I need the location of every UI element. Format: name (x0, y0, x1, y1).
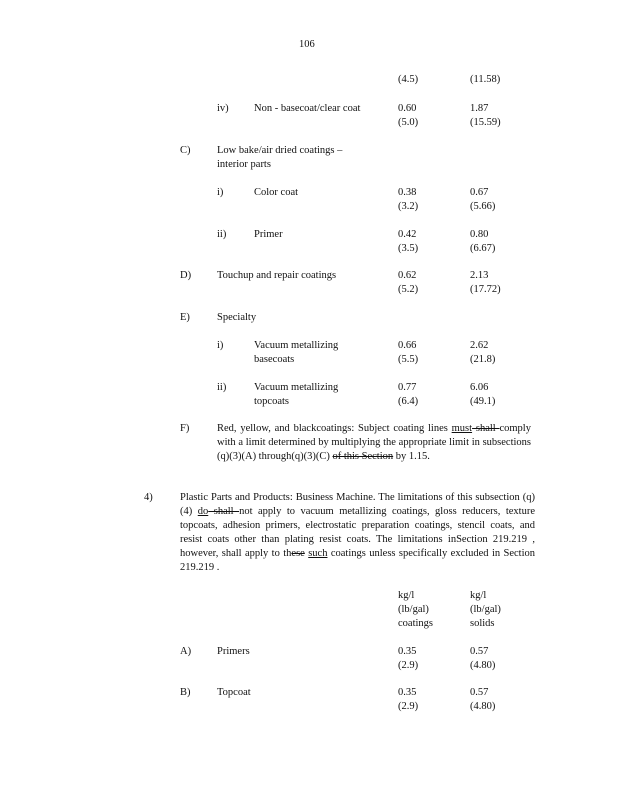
section-label: interior parts (217, 159, 271, 170)
page-number: 106 (299, 39, 315, 50)
value-cell: 6.06 (470, 382, 489, 393)
item-number: i) (217, 340, 224, 351)
item-number: i) (217, 187, 224, 198)
value-cell: (6.4) (398, 396, 419, 407)
section-label: Touchup and repair coatings (217, 270, 337, 281)
section-label: Specialty (217, 312, 257, 323)
value-cell: (49.1) (470, 396, 496, 407)
value-cell: (4.80) (470, 701, 496, 712)
value-cell: (2.9) (398, 701, 419, 712)
section-label: Low bake/air dried coatings – (217, 145, 343, 156)
value-cell: 2.13 (470, 270, 489, 281)
column-header: (lb/gal) (470, 604, 501, 615)
paragraph-text: comply with a limit determined by multiplying the appropriate limit in subsections (q)(3)(A) through(q)(3)(C) (217, 423, 531, 462)
section-letter: C) (180, 145, 191, 156)
value-cell: (5.2) (398, 284, 419, 295)
item-number: 4) (144, 492, 153, 503)
value-cell: 0.57 (470, 646, 489, 657)
paragraph-text: Red, yellow, and blackcoatings: Subject coating lines (217, 423, 452, 434)
item-label: Vacuum metallizing (254, 340, 339, 351)
value-cell: (11.58) (470, 74, 501, 85)
value-cell: (15.59) (470, 117, 501, 128)
value-cell: (4.5) (398, 74, 419, 85)
value-cell: (3.2) (398, 201, 419, 212)
item-label: Primer (254, 229, 283, 240)
value-cell: 0.62 (398, 270, 417, 281)
value-cell: 0.80 (470, 229, 489, 240)
inserted-text: do (197, 506, 209, 517)
value-cell: 0.35 (398, 687, 417, 698)
paragraph-text: th (283, 548, 292, 559)
paragraph-text: coatings unless specifically excluded in Section 219.219 . (180, 548, 535, 573)
item-label: topcoats (254, 396, 289, 407)
paragraph-text: Plastic Parts and Products: Business Machine. The limitations of this subsection (q)(4) (180, 492, 535, 517)
inserted-text: such (308, 548, 328, 559)
value-cell: 0.38 (398, 187, 417, 198)
deleted-text: of this Section (332, 451, 394, 462)
paragraph-text: by 1.15. (393, 451, 430, 462)
section-label: Primers (217, 646, 250, 657)
deleted-text: shall (472, 423, 500, 434)
item-label: Vacuum metallizing (254, 382, 339, 393)
value-cell: 0.42 (398, 229, 417, 240)
value-cell: 1.87 (470, 103, 489, 114)
value-cell: 2.62 (470, 340, 489, 351)
deleted-text: shall (208, 506, 240, 517)
value-cell: (5.0) (398, 117, 419, 128)
item-label: Non - basecoat/clear coat (254, 103, 361, 114)
item-label: Color coat (254, 187, 299, 198)
value-cell: 0.66 (398, 340, 417, 351)
value-cell: (6.67) (470, 243, 496, 254)
value-cell: (21.8) (470, 354, 496, 365)
column-header: kg/l (398, 590, 415, 601)
item-4-paragraph (180, 491, 535, 575)
value-cell: (2.9) (398, 660, 419, 671)
value-cell: (3.5) (398, 243, 419, 254)
deleted-text: ese (291, 548, 305, 559)
item-label: basecoats (254, 354, 295, 365)
section-label: Topcoat (217, 687, 251, 698)
column-header: coatings (398, 618, 433, 629)
value-cell: 0.77 (398, 382, 417, 393)
value-cell: (4.80) (470, 660, 496, 671)
paragraph-text: not apply to vacuum metallizing coatings, gloss reducers, texture topcoats, adhesion primers, electrostatic preparation coatings, stencil coats, and resist coats other than plating resist coats. The limitations inSection 219.219 , however, shall apply to (180, 506, 535, 559)
item-number: ii) (217, 229, 227, 240)
section-letter: B) (180, 687, 191, 698)
item-number: iv) (217, 103, 229, 114)
value-cell: 0.57 (470, 687, 489, 698)
value-cell: (17.72) (470, 284, 501, 295)
section-letter: F) (180, 423, 190, 434)
inserted-text: must (451, 423, 473, 434)
column-header: solids (470, 618, 495, 629)
column-header: (lb/gal) (398, 604, 429, 615)
column-header: kg/l (470, 590, 487, 601)
value-cell: 0.35 (398, 646, 417, 657)
item-number: ii) (217, 382, 227, 393)
value-cell: (5.66) (470, 201, 496, 212)
section-letter: A) (180, 646, 192, 657)
section-f-paragraph (217, 422, 531, 464)
value-cell: (5.5) (398, 354, 419, 365)
section-letter: D) (180, 270, 192, 281)
section-letter: E) (180, 312, 190, 323)
value-cell: 0.67 (470, 187, 489, 198)
value-cell: 0.60 (398, 103, 417, 114)
